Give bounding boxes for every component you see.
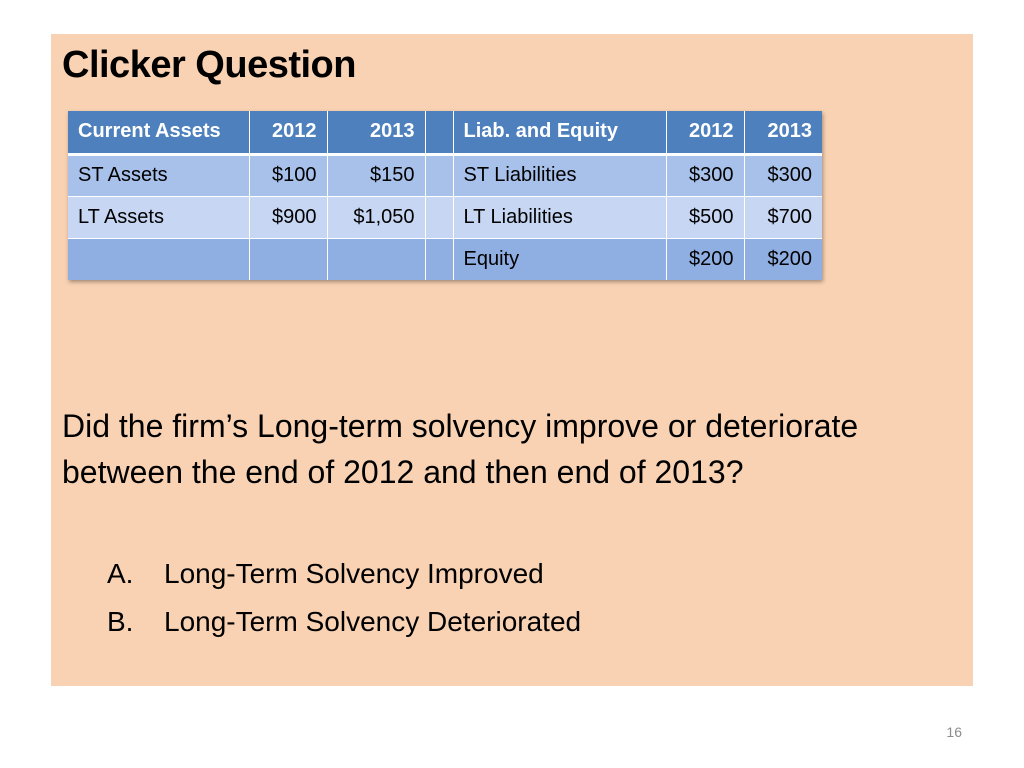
- header-liab-2013: 2013: [744, 111, 822, 154]
- header-spacer: [425, 111, 453, 154]
- answer-option-b: [107, 601, 581, 649]
- header-current-assets: Current Assets: [68, 111, 249, 154]
- answer-option-a: [107, 553, 581, 601]
- table-cell: ST Liabilities: [453, 154, 666, 196]
- option-text: Long-Term Solvency Deteriorated: [164, 606, 582, 637]
- option-letter: B.: [107, 606, 134, 637]
- table-row: [68, 154, 822, 196]
- slide-title: Clicker Question: [62, 44, 356, 86]
- table-row: [68, 196, 822, 238]
- table-cell: $150: [327, 154, 425, 196]
- table-cell: [425, 154, 453, 196]
- table-cell: [249, 238, 327, 280]
- table-cell: $500: [666, 196, 744, 238]
- page-number: 16: [946, 724, 962, 740]
- table-cell: [425, 238, 453, 280]
- table-cell: ST Assets: [68, 154, 249, 196]
- table-cell: Equity: [453, 238, 666, 280]
- table-cell: [68, 238, 249, 280]
- table-cell: $300: [744, 154, 822, 196]
- question-text: Did the firm’s Long-term solvency improve or deteriorate between the end of 2012 and then end of 2013?: [62, 408, 859, 490]
- answer-options: [107, 553, 581, 649]
- table-cell: $300: [666, 154, 744, 196]
- header-assets-2013: 2013: [327, 111, 425, 154]
- option-text: Long-Term Solvency Improved: [164, 558, 544, 589]
- header-liab-2012: 2012: [666, 111, 744, 154]
- table-cell: LT Assets: [68, 196, 249, 238]
- option-letter: A.: [107, 558, 134, 589]
- table-cell: LT Liabilities: [453, 196, 666, 238]
- header-liab-equity: Liab. and Equity: [453, 111, 666, 154]
- table-header-row: [68, 111, 822, 154]
- table-cell: $200: [744, 238, 822, 280]
- table-row: [68, 238, 822, 280]
- table-cell: $1,050: [327, 196, 425, 238]
- table-cell: [327, 238, 425, 280]
- table-cell: $100: [249, 154, 327, 196]
- table-cell: $700: [744, 196, 822, 238]
- table-cell: $900: [249, 196, 327, 238]
- table-cell: $200: [666, 238, 744, 280]
- header-assets-2012: 2012: [249, 111, 327, 154]
- balance-sheet-table: [68, 111, 822, 280]
- table-cell: [425, 196, 453, 238]
